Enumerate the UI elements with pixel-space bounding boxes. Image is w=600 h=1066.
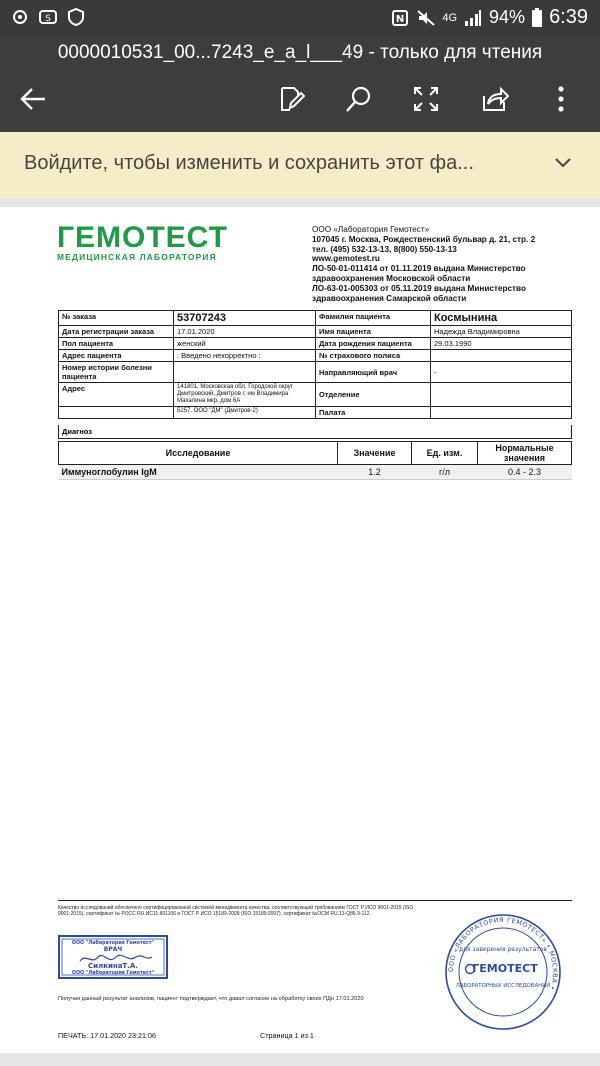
col-test: Исследование (59, 442, 338, 465)
round-stamp-top: для заверения результатов (459, 946, 547, 953)
signal-icon (463, 8, 483, 28)
birth-label: Дата рождения пациента (316, 338, 431, 350)
lab-address: 107045 г. Москва, Рождественский бульвар д. 21, стр. 2 (312, 234, 536, 244)
ward-label: Палата (316, 407, 431, 419)
battery-percent: 94% (489, 7, 526, 27)
reg-date-value: 17.01.2020 (174, 326, 316, 338)
lastname-value: Космынина (431, 311, 572, 326)
logo-sub: МЕДИЦИНСКАЯ ЛАБОРАТОРИЯ (57, 252, 217, 262)
result-test: Иммуноглобулин IgM (59, 465, 338, 480)
sex-label: Пол пациента (59, 338, 174, 350)
result-value: 1.2 (338, 465, 412, 480)
sign-in-banner[interactable] (0, 132, 600, 198)
sex-value: женский (174, 338, 316, 350)
stamp-rect-top: ООО "Лаборатория Гемотест" (71, 941, 155, 946)
lab-round-stamp (444, 913, 562, 1031)
document-title: 0000010531_00...7243_e_a_l___49 - только для чтения (57, 42, 543, 63)
nfc-icon (390, 8, 410, 28)
share-icon (479, 84, 509, 114)
mute-icon (416, 8, 436, 28)
page-number: Страница 1 из 1 (260, 1031, 314, 1040)
stamp-rect-name: СилкинаТ.А. (88, 962, 138, 970)
svg-text:ООО «ЛАБОРАТОРИЯ ГЕМОТЕСТ» • М (447, 916, 559, 992)
network-type: 4G (442, 11, 458, 24)
reg-date-label: Дата регистрации заказа (59, 326, 174, 338)
edit-icon (276, 84, 306, 114)
footer-divider (58, 900, 572, 901)
consent-text: Получая данный результат анализов, пациент подтверждает, что давал согласие на обработку своих ПДн 17.01.2020 (58, 996, 364, 1002)
patient-address-value: : Введено некорректно : (174, 350, 316, 362)
svg-text:S: S (45, 14, 51, 24)
name-label: Имя пациента (316, 326, 431, 338)
quality-statement: Качество исследований обеспечено сертифицированной системой менеджмента качества, соответствующей требованиям ГОСТ Р ИСО 9001-2015 (ISO 9001:2015), сертификат № РОСС RU.ИС11.К01106 и ГОСТ Р ИСО 15189-2009 (ISO 15189:2007), сертификат №ОСМ RU.13-Q86.9-112. (58, 905, 414, 917)
edit-button[interactable] (273, 81, 309, 117)
app-bar (0, 36, 600, 132)
more-options-button[interactable] (543, 81, 579, 117)
diagnosis-label: Диагноз (58, 425, 572, 439)
search-button[interactable] (341, 81, 377, 117)
gemotest-logo (57, 221, 228, 262)
fullscreen-button[interactable] (408, 81, 444, 117)
lab-phone: тел. (495) 532-13-13, 8(800) 550-13-13 (312, 244, 457, 254)
clock: 6:39 (549, 6, 588, 28)
logo-main: ГЕМОТЕСТ (57, 221, 228, 254)
history-label: Номер истории болезни пациента (59, 362, 174, 383)
battery-icon (531, 8, 543, 28)
round-stamp-ring: ООО «ЛАБОРАТОРИЯ ГЕМОТЕСТ» • МОСКВА • (446, 915, 560, 992)
address-label: Адрес (59, 383, 174, 407)
svg-text:N: N (396, 13, 405, 25)
doctor-stamp (58, 935, 168, 979)
ward-value (431, 407, 572, 419)
name-value: Надежда Владимировна (431, 326, 572, 338)
col-norm: Нормальные значения (478, 442, 572, 465)
sign-in-banner-text: Войдите, чтобы изменить и сохранить этот фа... (24, 152, 474, 174)
patient-address-label: Адрес пациента (59, 350, 174, 362)
doctor-value: - (431, 362, 572, 383)
app-notification-icon (38, 7, 58, 27)
order-label: № заказа (59, 311, 174, 326)
round-stamp-bottom: ЛАБОРАТОРНЫХ ИССЛЕДОВАНИЙ (455, 983, 551, 989)
back-button[interactable] (15, 81, 51, 117)
document-page[interactable] (0, 207, 600, 1053)
col-value: Значение (338, 442, 412, 465)
col-unit: Ед. изм. (412, 442, 478, 465)
lab-name: ООО «Лаборатория Гемотест» (312, 225, 430, 234)
patient-info-table (58, 310, 572, 419)
doctor-label: Направляющий врач (316, 362, 431, 383)
history-value (174, 362, 316, 383)
lab-license-1: ЛО-50-01-011414 от 01.11.2019 выдана Министерство здравоохранения Московской области (312, 264, 526, 283)
branch-value: 5257. ООО "ДМ" (Дмитров-2) (174, 407, 316, 419)
round-stamp-brand: ГЕМОТЕСТ (472, 962, 538, 975)
fullscreen-icon (411, 84, 441, 114)
lab-details (312, 225, 582, 303)
department-value (431, 383, 572, 407)
birth-value: 29.03.1990 (431, 338, 572, 350)
shield-notification-icon (66, 7, 86, 27)
insurance-value (431, 350, 572, 362)
order-value: 53707243 (174, 311, 316, 326)
status-bar (0, 0, 600, 36)
result-unit: г/л (412, 465, 478, 480)
lab-license-2: ЛО-63-01-005303 от 05.11.2019 выдана Министерство здравоохранения Самарской области (312, 283, 526, 303)
results-table (58, 441, 572, 480)
table-row (59, 465, 572, 480)
address-value: 141801, Московская обл, Городской округ Дмитровский, Дмитров г, им Владимира Махалина мкр, дом 6А (174, 383, 316, 407)
chevron-down-icon[interactable] (554, 154, 572, 172)
back-arrow-icon (18, 84, 48, 114)
insurance-label: № страхового полиса (316, 350, 431, 362)
branch-empty (59, 407, 174, 419)
lab-site: www.gemotest.ru (312, 254, 380, 264)
search-icon (344, 84, 374, 114)
more-vert-icon (546, 84, 576, 114)
print-timestamp: ПЕЧАТЬ: 17.01.2020 23:21:06 (58, 1031, 157, 1040)
stamp-rect-bottom: ООО "Лаборатория Гемотест" (71, 971, 155, 976)
result-norm: 0.4 - 2.3 (478, 465, 572, 480)
stamp-rect-role: ВРАЧ (103, 946, 123, 953)
department-label: Отделение (316, 383, 431, 407)
rotation-icon (10, 7, 30, 27)
lastname-label: Фамилия пациента (316, 311, 431, 326)
share-button[interactable] (476, 81, 512, 117)
